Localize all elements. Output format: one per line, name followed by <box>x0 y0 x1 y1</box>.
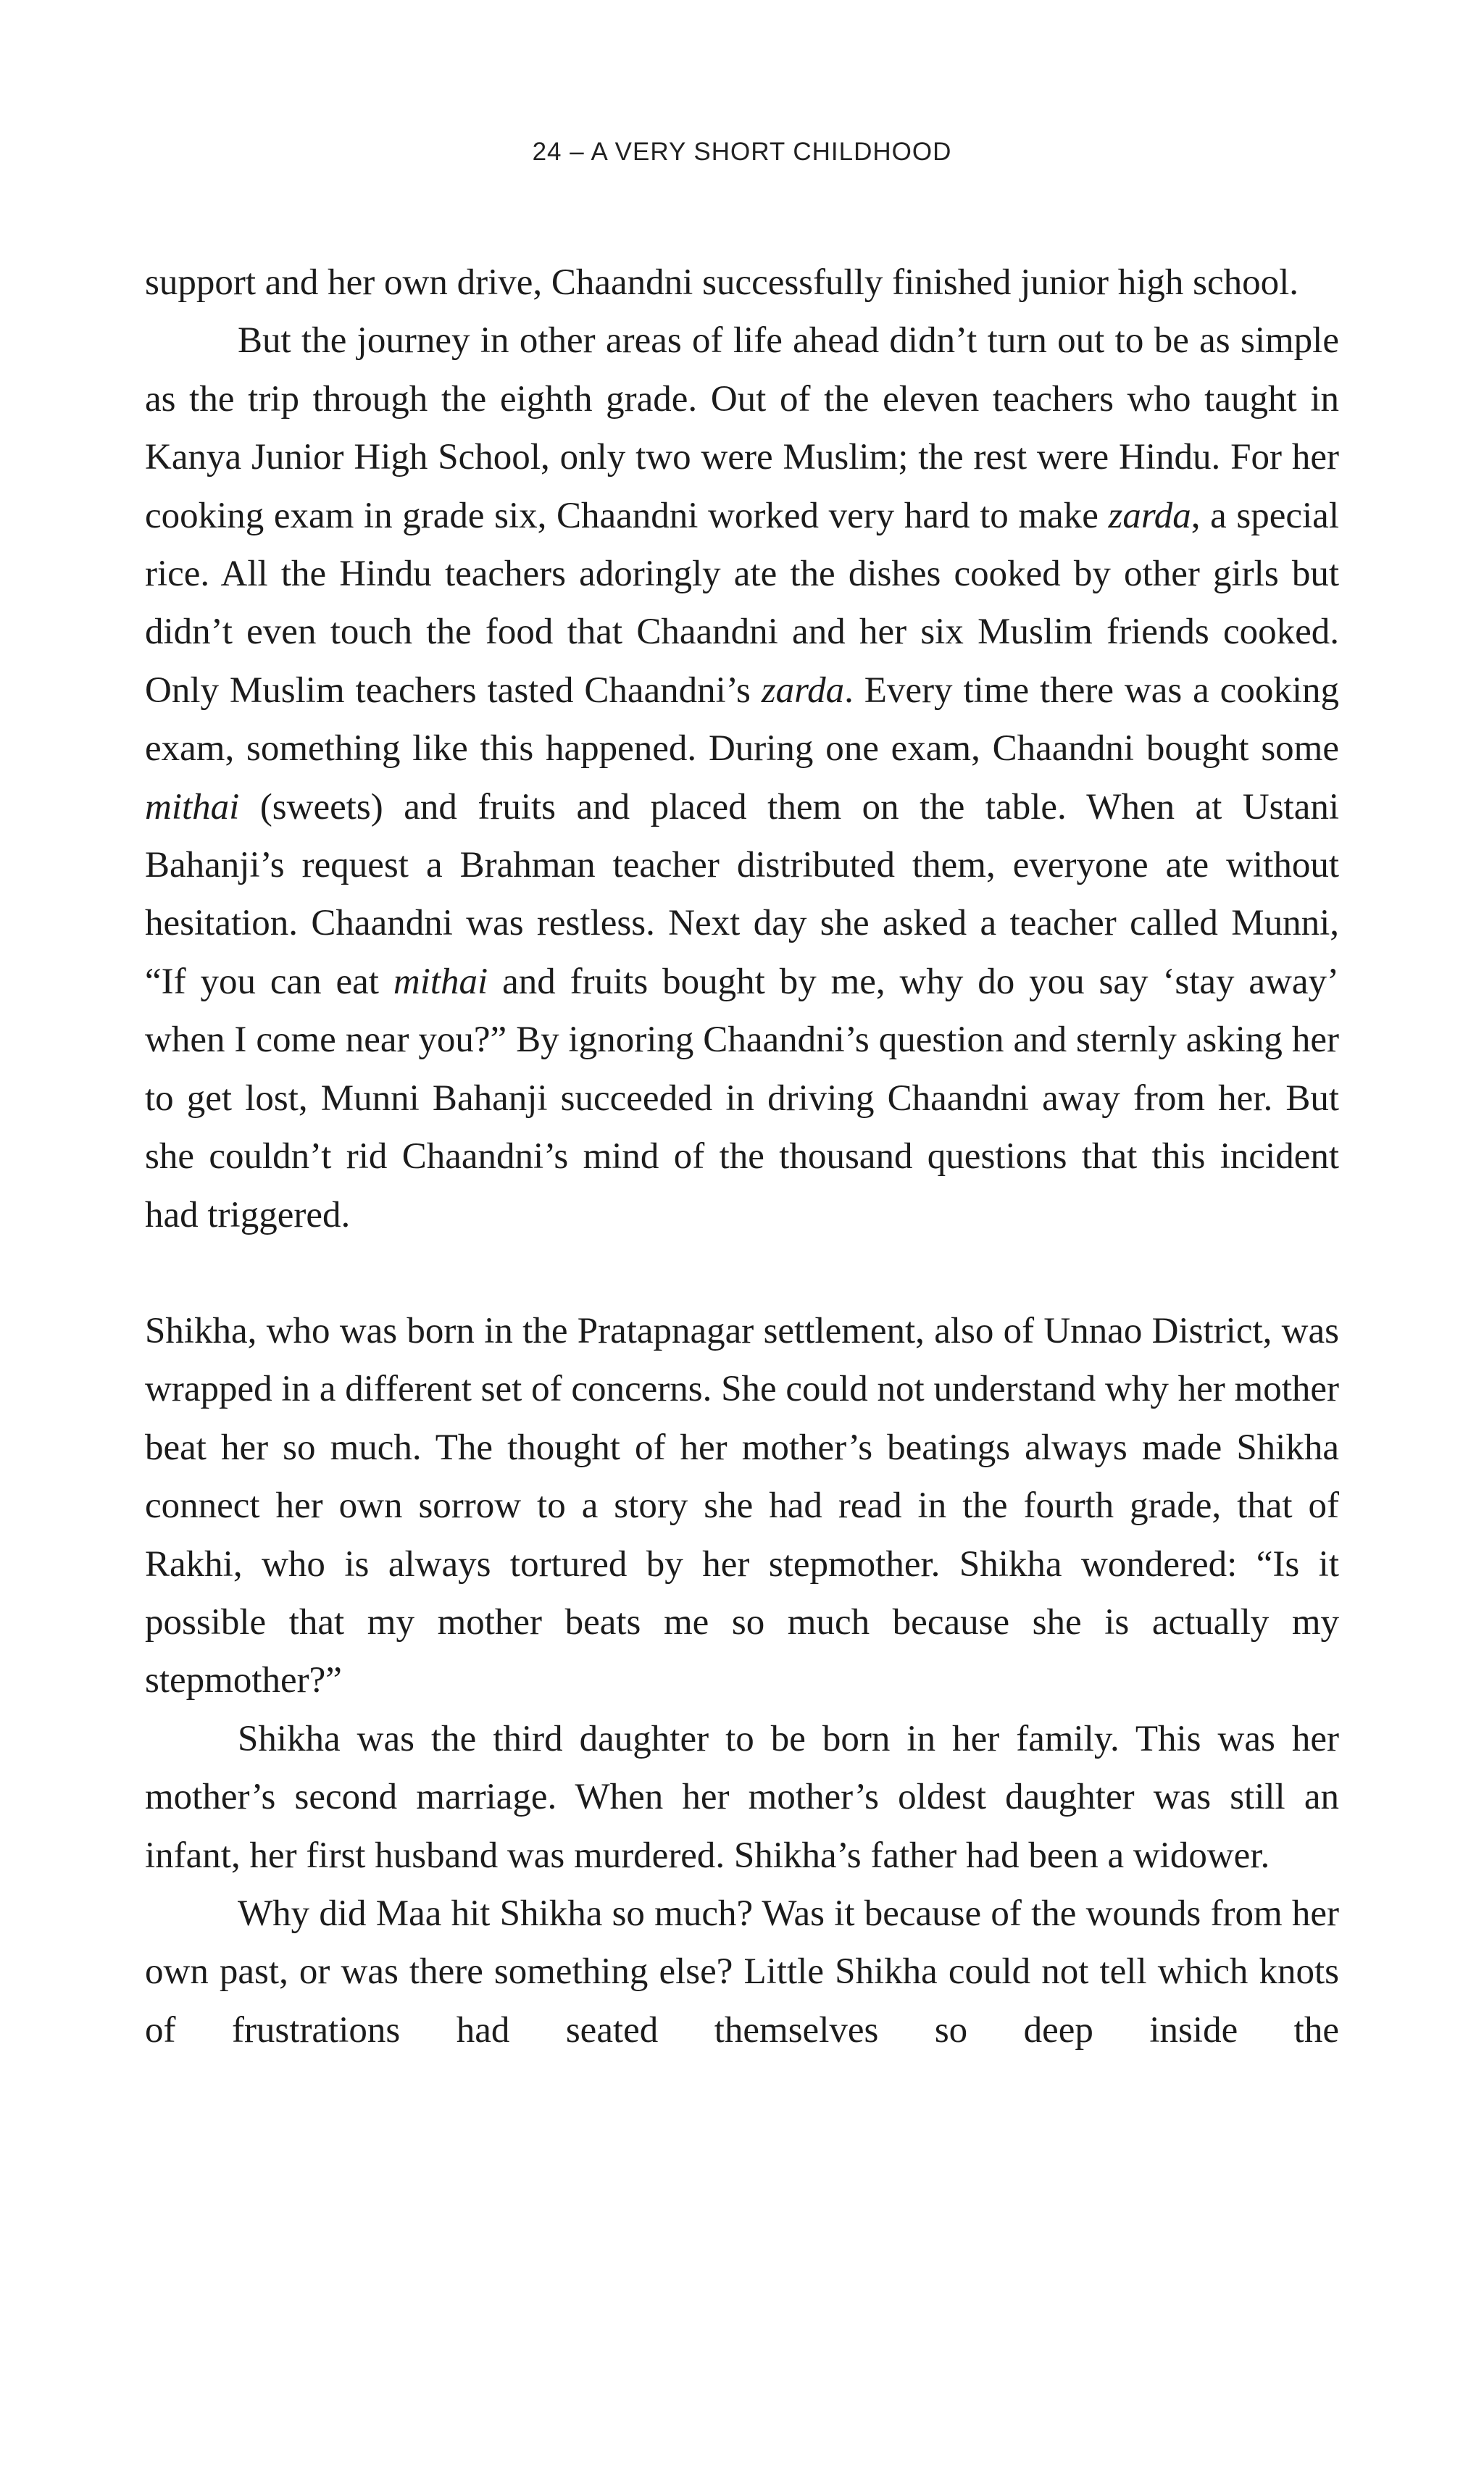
body-text <box>145 254 1339 2059</box>
paragraph-2-text: and fruits bought by me, why do you say ‘stay away’ when I come near you?” By ignoring Chaandni’s question and sternly asking her to get lost, Munni Bahanji succeeded in driving Chaandni away from her. But she couldn’t rid Chaandni’s mind of the thousand questions that this incident had triggered. <box>145 961 1339 1235</box>
running-head: 24 – A VERY SHORT CHILDHOOD <box>532 138 952 166</box>
italic-term-mithai: mithai <box>393 961 488 1002</box>
paragraph-2-text: (sweets) and fruits and placed them on the table. When at Ustani Bahanji’s request a Brahman teacher distributed them, everyone ate without hesitation. Chaandni was restless. Next day she asked a teacher called Munni, “If you can eat <box>145 786 1339 1002</box>
paragraph-5: Why did Maa hit Shikha so much? Was it because of the wounds from her own past, or was there something else? Little Shikha could not tell which knots of frustrations had seated themselves so deep inside the <box>145 1893 1339 2051</box>
paragraph-1: support and her own drive, Chaandni successfully finished junior high school. <box>145 262 1299 303</box>
paragraph-2-text: , a special rice. All the Hindu teachers adoringly ate the dishes cooked by other girls but didn’t even touch the food that Chaandni and her six Muslim friends cooked. Only Muslim teachers tasted Chaandni’s <box>145 495 1339 711</box>
italic-term-mithai: mithai <box>145 786 240 827</box>
italic-term-zarda: zarda <box>761 670 845 711</box>
paragraph-2-text: But the journey in other areas of life ahead didn’t turn out to be as simple as the trip through the eighth grade. Out of the eleven teachers who taught in Kanya Junior High School, only two were Muslim; the rest were Hindu. For her cooking exam in grade six, Chaandni worked very hard to make <box>145 320 1339 536</box>
paragraph-2-text: . Every time there was a cooking exam, something like this happened. During one exam, Chaandni bought some <box>145 670 1339 770</box>
section-break <box>145 1244 1339 1302</box>
paragraph-4: Shikha was the third daughter to be born in her family. This was her mother’s second marriage. When her mother’s oldest daughter was still an infant, her first husband was murdered. Shikha’s father had been a widower. <box>145 1718 1339 1876</box>
paragraph-3: Shikha, who was born in the Pratapnagar settlement, also of Unnao District, was wrapped in a different set of concerns. She could not understand why her mother beat her so much. The thought of her mother’s beatings always made Shikha connect her own sorrow to a story she had read in the fourth grade, that of Rakhi, who is always tortured by her stepmother. Shikha wondered: “Is it possible that my mother beats me so much because she is actually my stepmother?” <box>145 1310 1339 1701</box>
paragraph-2 <box>145 312 1339 1244</box>
italic-term-zarda: zarda <box>1108 495 1191 536</box>
